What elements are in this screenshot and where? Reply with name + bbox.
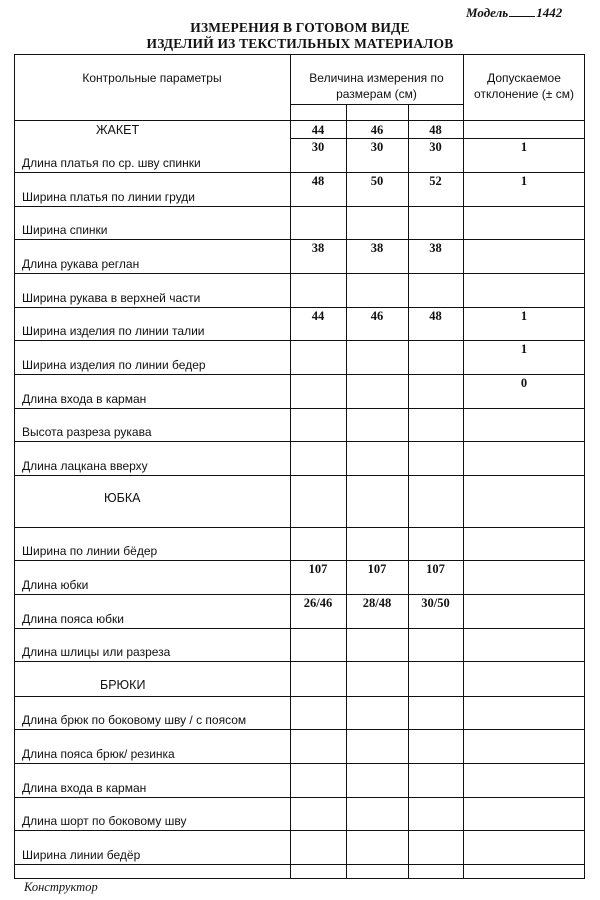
model-number [466,5,562,21]
grid-hline [14,560,585,561]
grid-hline [14,120,585,121]
grid-hline [14,696,585,697]
row-label: Длина лацкана вверху [22,459,148,473]
row-label: Длина входа в карман [22,392,147,406]
row-label: Ширина рукава в верхней части [22,291,201,305]
row-label: Ширина спинки [22,223,108,237]
grid-hline [14,830,585,831]
header-tolerance-line2: отклонение (± см) [474,87,574,101]
header-tolerance [463,70,585,102]
grid-hline [14,408,585,409]
cell-value: 107 [426,562,445,576]
section-trousers: БРЮКИ [100,678,146,692]
cell-value: 48 [311,174,325,188]
grid-hline [14,527,585,528]
page-title-line2: ИЗДЕЛИЙ ИЗ ТЕКСТИЛЬНЫХ МАТЕРИАЛОВ [146,36,454,51]
row-label: Длина платья по ср. шву спинки [22,156,201,170]
row-label: Длина шлицы или разреза [22,645,171,659]
cell-value: 30/50 [421,596,450,610]
header-sizes-line2: размерам (см) [336,87,417,101]
cell-value: 26/46 [303,596,333,610]
cell-value: 107 [367,562,387,576]
cell-tolerance: 1 [520,309,528,323]
grid-hline [14,307,585,308]
cell-value: 107 [308,562,328,576]
section-skirt: ЮБКА [104,491,141,505]
grid-hline-sizes-header [290,104,463,105]
row-label: Длина шорт по боковому шву [22,814,187,828]
grid-hline [14,441,585,442]
row-label: Длина пояса юбки [22,612,124,626]
header-params: Контрольные параметры [82,71,222,85]
size-header: 46 [370,123,384,137]
grid-hline [14,239,585,240]
row-label: Длина рукава реглан [22,257,140,271]
cell-value: 28/48 [362,596,392,610]
model-underline [509,16,535,17]
row-label: Длина юбки [22,578,89,592]
constructor-label: Конструктор [24,880,98,894]
cell-tolerance: 1 [520,342,528,356]
model-number-value: 1442 [536,5,563,20]
cell-value: 38 [370,241,384,255]
grid-hline [14,594,585,595]
grid-hline [14,340,585,341]
cell-value: 30 [370,140,384,154]
cell-value: 44 [311,309,325,323]
cell-value: 46 [370,309,384,323]
row-label: Длина брюк по боковому шву / с поясом [22,713,247,727]
model-label: Модель [466,5,509,20]
cell-tolerance: 1 [520,140,528,154]
cell-value: 48 [429,309,442,323]
row-label: Ширина изделия по линии талии [22,324,205,338]
cell-tolerance: 0 [520,376,528,390]
grid-hline [14,729,585,730]
size-header: 48 [429,123,442,137]
row-label: Длина входа в карман [22,781,147,795]
grid-hline [290,138,585,139]
cell-value: 30 [311,140,325,154]
grid-hline [14,273,585,274]
cell-tolerance: 1 [520,174,528,188]
row-label: Ширина изделия по линии бедер [22,358,206,372]
size-header: 44 [311,123,325,137]
row-label: Ширина по линии бёдер [22,544,158,558]
grid-hline [14,374,585,375]
grid-hline [14,864,585,865]
grid-hline [14,172,585,173]
grid-hline [14,628,585,629]
row-label: Длина пояса брюк/ резинка [22,747,175,761]
section-jacket: ЖАКЕТ [96,123,140,137]
page-title-line1: ИЗМЕРЕНИЯ В ГОТОВОМ ВИДЕ [190,20,410,35]
row-label: Ширина линии бедёр [22,848,141,862]
header-sizes [290,70,463,102]
header-sizes-line1: Величина измерения по [309,71,444,85]
cell-value: 52 [429,174,442,188]
row-label: Ширина платья по линии груди [22,190,196,204]
cell-value: 38 [311,241,325,255]
grid-hline [14,763,585,764]
measurement-table [14,54,585,879]
header-tolerance-line1: Допускаемое [487,71,561,85]
cell-value: 30 [429,140,442,154]
cell-value: 38 [429,241,442,255]
grid-hline [14,797,585,798]
grid-hline [14,661,585,662]
cell-value: 50 [370,174,384,188]
grid-hline [14,475,585,476]
grid-hline [14,206,585,207]
row-label: Высота разреза рукава [22,425,152,439]
